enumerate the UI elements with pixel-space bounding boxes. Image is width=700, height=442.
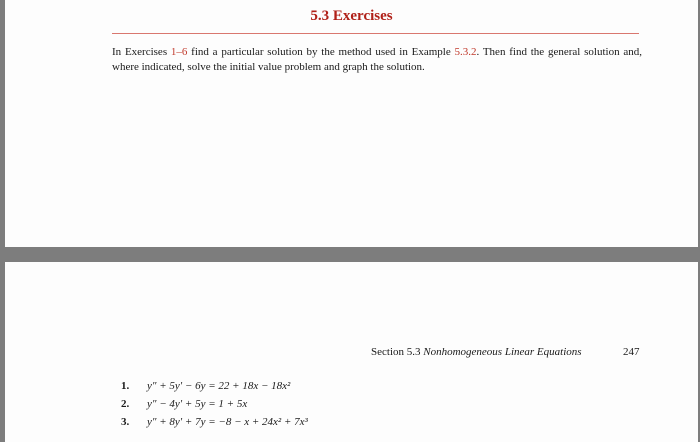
exercise-number: 2.: [121, 398, 130, 410]
exercise-equation: y″ + 8y′ + 7y = −8 − x + 24x² + 7x³: [147, 416, 308, 428]
header-section-name: Nonhomogeneous Linear Equations: [423, 346, 582, 358]
exercise-item: [121, 416, 308, 434]
exercise-item: [121, 380, 308, 398]
exercise-list: [121, 380, 308, 434]
header-section: Section 5.3: [371, 346, 421, 358]
page-number: 247: [623, 346, 640, 358]
intro-text-1: In Exercises: [112, 46, 171, 58]
textbook-page-top: [5, 0, 698, 247]
exercise-equation: y″ + 5y′ − 6y = 22 + 18x − 18x²: [147, 380, 291, 392]
example-link[interactable]: 5.3.2: [454, 46, 477, 58]
running-header: [371, 346, 582, 358]
exercise-equation: y″ − 4y′ + 5y = 1 + 5x: [147, 398, 248, 410]
intro-text-2: find a particular solution by the method used in Example: [187, 46, 455, 58]
instructions-paragraph: [112, 45, 642, 75]
textbook-page-bottom: [5, 262, 698, 442]
exercise-range-link[interactable]: 1–6: [170, 46, 188, 58]
exercise-item: [121, 398, 308, 416]
intro-text-3: . Then find the general solution and, where indicated, solve the initial value problem and graph the solution.: [112, 46, 642, 73]
exercise-number: 3.: [121, 416, 130, 428]
title-rule: [112, 33, 639, 34]
exercise-number: 1.: [121, 380, 130, 392]
section-title: 5.3 Exercises: [310, 8, 393, 24]
